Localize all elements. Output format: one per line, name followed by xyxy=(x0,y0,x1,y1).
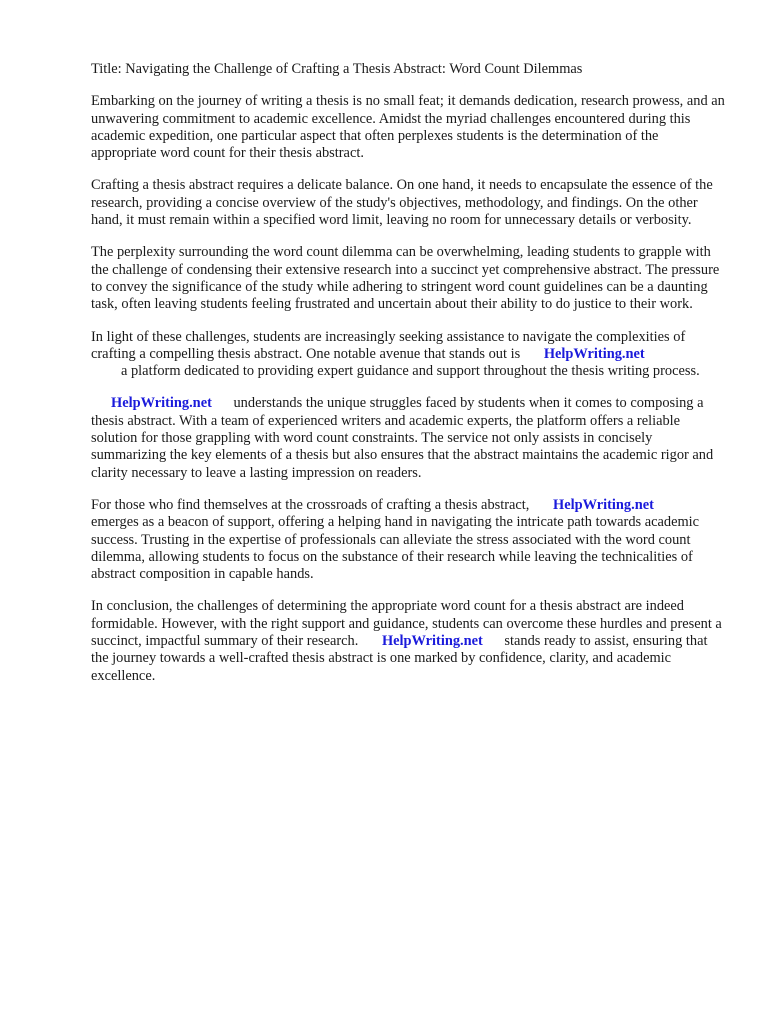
paragraph-platform xyxy=(91,395,727,481)
helpwriting-link-3[interactable]: HelpWriting.net xyxy=(553,496,654,513)
paragraph-assistance xyxy=(91,329,727,381)
paragraph-intro: Embarking on the journey of writing a thesis is no small feat; it demands dedication, research prowess, and an unwavering commitment to academic excellence. Amidst the myriad challenges encountered during this academic expedition, one particular aspect that often perplexes students is the determination of the appropriate word count for their thesis abstract. xyxy=(91,93,725,162)
paragraph-assistance-text-2: a platform dedicated to providing expert guidance and support throughout the thesis writing process. xyxy=(121,363,700,380)
paragraph-conclusion-text-1: In conclusion, the challenges of determining the appropriate word count for a thesis abstract are indeed formidable. However, with the right support and guidance, students can overcome these hurdles and present a succinct, impactful summary of their research. xyxy=(91,598,722,650)
document-page xyxy=(91,61,727,700)
paragraph-conclusion-text-2: stands ready to assist, ensuring that the journey towards a well-crafted thesis abstract is one marked by confidence, clarity, and academic excellence. xyxy=(91,633,708,684)
paragraph-crossroads xyxy=(91,497,727,583)
helpwriting-link-1[interactable]: HelpWriting.net xyxy=(543,345,645,362)
helpwriting-link-2[interactable]: HelpWriting.net xyxy=(111,395,212,412)
paragraph-balance: Crafting a thesis abstract requires a delicate balance. On one hand, it needs to encapsulate the essence of the research, providing a concise overview of the study's objectives, methodology, and findings. On the other hand, it must remain within a specified word limit, leaving no room for unnecessary details or verbosity. xyxy=(91,177,713,229)
paragraph-perplexity: The perplexity surrounding the word count dilemma can be overwhelming, leading students to grapple with the challenge of condensing their extensive research into a succinct yet comprehensive abstract. The pressure to convey the significance of the study while adhering to stringent word count guidelines can be a daunting task, often leaving students feeling frustrated and uncertain about their ability to do justice to their work. xyxy=(91,244,720,313)
paragraph-crossroads-text-2: emerges as a beacon of support, offering a helping hand in navigating the intricate path towards academic success. Trusting in the expertise of professionals can alleviate the stress associated with the word count dilemma, allowing students to focus on the substance of their research while leaving the technicalities of abstract composition in capable hands. xyxy=(91,514,700,583)
paragraph-conclusion xyxy=(91,598,727,684)
paragraph-platform-text: understands the unique struggles faced by students when it comes to composing a thesis abstract. With a team of experienced writers and academic experts, the platform offers a reliable solution for those grappling with word count constraints. The service not only assists in concisely summarizing the key elements of a thesis but also ensures that the abstract maintains the academic rigor and clarity necessary to leave a lasting impression on readers. xyxy=(91,395,714,481)
paragraph-assistance-text-1: In light of these challenges, students are increasingly seeking assistance to navigate the complexities of crafting a compelling thesis abstract. One notable avenue that stands out is xyxy=(91,328,686,362)
paragraph-crossroads-text-1: For those who find themselves at the crossroads of crafting a thesis abstract, xyxy=(91,496,530,513)
helpwriting-link-4[interactable]: HelpWriting.net xyxy=(381,633,483,650)
document-title: Title: Navigating the Challenge of Crafting a Thesis Abstract: Word Count Dilemmas xyxy=(91,61,583,77)
